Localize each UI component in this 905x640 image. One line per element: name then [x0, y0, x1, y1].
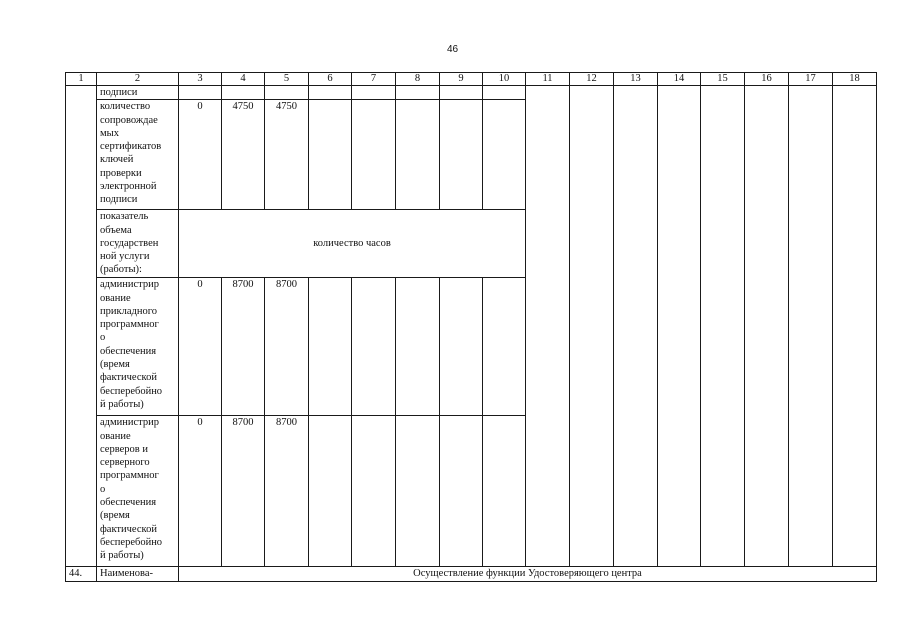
value-cell: 4750 [222, 100, 265, 210]
merged-unit-cell: количество часов [179, 210, 526, 278]
value-cell: 8700 [222, 416, 265, 567]
col-header: 3 [179, 73, 222, 86]
header-row [66, 73, 877, 86]
col-header: 4 [222, 73, 265, 86]
col-header: 14 [658, 73, 701, 86]
col-header: 2 [97, 73, 179, 86]
col-header: 16 [745, 73, 789, 86]
value-cell: 8700 [265, 278, 309, 416]
row-name-cell: администрир ование серверов и серверного программног о обеспечения (время фактической бесперебойно й работы) [97, 416, 179, 567]
table-row [66, 86, 877, 100]
value-cell: 0 [179, 278, 222, 416]
value-cell: 4750 [265, 100, 309, 210]
col-header: 10 [483, 73, 526, 86]
col-header: 18 [833, 73, 877, 86]
col-header: 13 [614, 73, 658, 86]
row-name-cell: администрир ование прикладного программног о обеспечения (время фактической бесперебойно й работы) [97, 278, 179, 416]
col-header: 8 [396, 73, 440, 86]
col-header: 6 [309, 73, 352, 86]
row-number-cell [66, 86, 97, 567]
row-name-cell: подписи [97, 86, 179, 100]
col-header: 11 [526, 73, 570, 86]
row-name-cell: Наименова- [97, 567, 179, 581]
col-header: 17 [789, 73, 833, 86]
row-number-cell: 44. [66, 567, 97, 581]
value-cell: 0 [179, 416, 222, 567]
value-cell: 8700 [222, 278, 265, 416]
col-header: 12 [570, 73, 614, 86]
row-name-cell: количество сопровождае мых сертификатов ключей проверки электронной подписи [97, 100, 179, 210]
data-table [65, 72, 877, 582]
col-header: 9 [440, 73, 483, 86]
value-cell: 0 [179, 100, 222, 210]
merged-function-cell: Осуществление функции Удостоверяющего центра [179, 567, 877, 581]
value-cell: 8700 [265, 416, 309, 567]
col-header: 5 [265, 73, 309, 86]
col-header: 15 [701, 73, 745, 86]
row-name-cell: показатель объема государствен ной услуги (работы): [97, 210, 179, 278]
col-header: 7 [352, 73, 396, 86]
col-header: 1 [66, 73, 97, 86]
page-number: 46 [446, 44, 459, 55]
table-row [66, 567, 877, 581]
table-row [66, 100, 877, 210]
